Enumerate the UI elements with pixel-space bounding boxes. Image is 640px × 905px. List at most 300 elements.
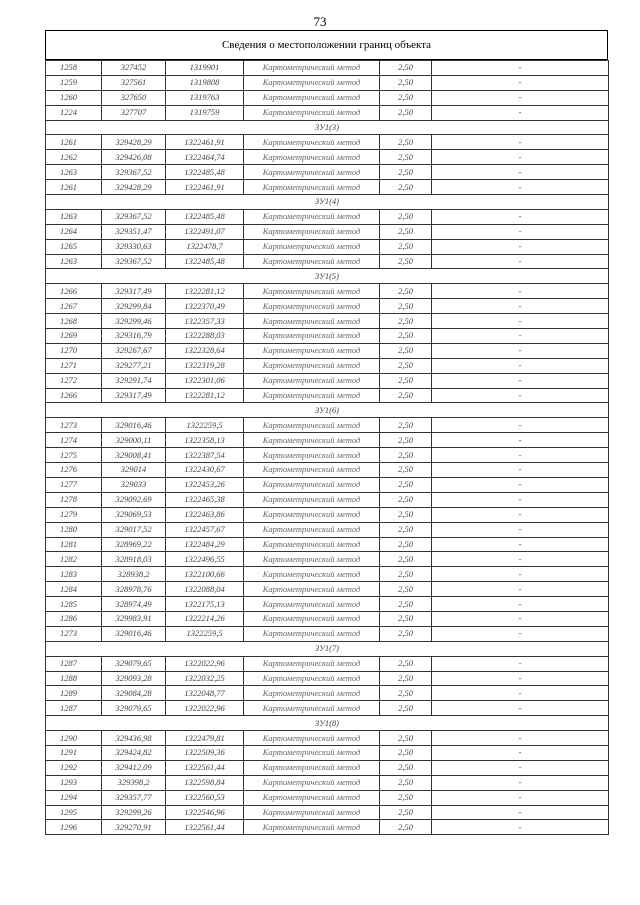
cell-x: 329316,79 bbox=[102, 329, 166, 344]
cell-accuracy: 2,50 bbox=[380, 686, 432, 701]
table-row bbox=[46, 61, 609, 76]
cell-point: 1260 bbox=[46, 90, 102, 105]
cell-point: 1296 bbox=[46, 820, 102, 835]
cell-accuracy: 2,50 bbox=[380, 463, 432, 478]
cell-y: 1319901 bbox=[166, 61, 244, 76]
table-row bbox=[46, 180, 609, 195]
cell-accuracy: 2,50 bbox=[380, 507, 432, 522]
table-row bbox=[46, 239, 609, 254]
cell-point: 1273 bbox=[46, 418, 102, 433]
cell-x: 329014 bbox=[102, 463, 166, 478]
table-row bbox=[46, 760, 609, 775]
cell-note: - bbox=[432, 150, 609, 165]
cell-point: 1264 bbox=[46, 224, 102, 239]
cell-method: Картометрический метод bbox=[244, 299, 380, 314]
cell-point: 1282 bbox=[46, 552, 102, 567]
cell-x: 328938,2 bbox=[102, 567, 166, 582]
table-row bbox=[46, 135, 609, 150]
cell-x: 329033 bbox=[102, 477, 166, 492]
cell-method: Картометрический метод bbox=[244, 254, 380, 269]
cell-point: 1266 bbox=[46, 284, 102, 299]
table-row bbox=[46, 343, 609, 358]
table-row bbox=[46, 775, 609, 790]
cell-method: Картометрический метод bbox=[244, 760, 380, 775]
cell-x: 329367,52 bbox=[102, 165, 166, 180]
section-label: ЗУ1(5) bbox=[46, 269, 609, 284]
cell-point: 1258 bbox=[46, 61, 102, 76]
cell-y: 1322281,12 bbox=[166, 388, 244, 403]
cell-method: Картометрический метод bbox=[244, 448, 380, 463]
cell-accuracy: 2,50 bbox=[380, 284, 432, 299]
cell-accuracy: 2,50 bbox=[380, 820, 432, 835]
cell-point: 1291 bbox=[46, 745, 102, 760]
section-label: ЗУ1(4) bbox=[46, 195, 609, 210]
cell-y: 1322484,29 bbox=[166, 537, 244, 552]
cell-method: Картометрический метод bbox=[244, 537, 380, 552]
cell-point: 1261 bbox=[46, 135, 102, 150]
cell-y: 1322598,84 bbox=[166, 775, 244, 790]
table-row bbox=[46, 433, 609, 448]
cell-x: 329983,91 bbox=[102, 611, 166, 626]
cell-point: 1278 bbox=[46, 492, 102, 507]
table-row bbox=[46, 358, 609, 373]
cell-accuracy: 2,50 bbox=[380, 552, 432, 567]
cell-method: Картометрический метод bbox=[244, 775, 380, 790]
cell-y: 1322561,44 bbox=[166, 820, 244, 835]
cell-method: Картометрический метод bbox=[244, 671, 380, 686]
table-row bbox=[46, 388, 609, 403]
table-row bbox=[46, 597, 609, 612]
cell-note: - bbox=[432, 820, 609, 835]
cell-y: 1322357,33 bbox=[166, 314, 244, 329]
cell-note: - bbox=[432, 388, 609, 403]
table-row bbox=[46, 731, 609, 746]
cell-accuracy: 2,50 bbox=[380, 75, 432, 90]
cell-note: - bbox=[432, 745, 609, 760]
section-header-row bbox=[46, 716, 609, 731]
cell-note: - bbox=[432, 224, 609, 239]
cell-x: 327452 bbox=[102, 61, 166, 76]
cell-method: Картометрический метод bbox=[244, 597, 380, 612]
cell-point: 1285 bbox=[46, 597, 102, 612]
cell-y: 1322358,13 bbox=[166, 433, 244, 448]
cell-method: Картометрический метод bbox=[244, 626, 380, 641]
cell-method: Картометрический метод bbox=[244, 314, 380, 329]
cell-method: Картометрический метод bbox=[244, 686, 380, 701]
table-row bbox=[46, 448, 609, 463]
cell-method: Картометрический метод bbox=[244, 463, 380, 478]
cell-note: - bbox=[432, 61, 609, 76]
cell-accuracy: 2,50 bbox=[380, 537, 432, 552]
cell-accuracy: 2,50 bbox=[380, 105, 432, 120]
cell-note: - bbox=[432, 686, 609, 701]
table-row bbox=[46, 537, 609, 552]
cell-method: Картометрический метод bbox=[244, 701, 380, 716]
cell-x: 329436,98 bbox=[102, 731, 166, 746]
page-number: 73 bbox=[313, 14, 327, 29]
cell-x: 329093,28 bbox=[102, 671, 166, 686]
cell-note: - bbox=[432, 135, 609, 150]
cell-note: - bbox=[432, 507, 609, 522]
table-row bbox=[46, 105, 609, 120]
cell-x: 329079,65 bbox=[102, 701, 166, 716]
cell-accuracy: 2,50 bbox=[380, 388, 432, 403]
cell-note: - bbox=[432, 477, 609, 492]
cell-y: 1322485,48 bbox=[166, 254, 244, 269]
cell-method: Картометрический метод bbox=[244, 105, 380, 120]
cell-note: - bbox=[432, 358, 609, 373]
cell-method: Картометрический метод bbox=[244, 611, 380, 626]
cell-x: 329367,52 bbox=[102, 254, 166, 269]
cell-note: - bbox=[432, 552, 609, 567]
cell-note: - bbox=[432, 582, 609, 597]
cell-note: - bbox=[432, 671, 609, 686]
cell-x: 329351,47 bbox=[102, 224, 166, 239]
table-title: Сведения о местоположении границ объекта bbox=[45, 30, 608, 60]
cell-note: - bbox=[432, 448, 609, 463]
section-header-row bbox=[46, 120, 609, 135]
cell-note: - bbox=[432, 343, 609, 358]
cell-accuracy: 2,50 bbox=[380, 299, 432, 314]
section-header-row bbox=[46, 195, 609, 210]
cell-x: 328978,76 bbox=[102, 582, 166, 597]
cell-y: 1322022,96 bbox=[166, 656, 244, 671]
cell-x: 329299,84 bbox=[102, 299, 166, 314]
table-row bbox=[46, 477, 609, 492]
cell-method: Картометрический метод bbox=[244, 522, 380, 537]
cell-x: 329426,08 bbox=[102, 150, 166, 165]
cell-point: 1261 bbox=[46, 180, 102, 195]
cell-x: 328969,22 bbox=[102, 537, 166, 552]
cell-accuracy: 2,50 bbox=[380, 745, 432, 760]
cell-note: - bbox=[432, 597, 609, 612]
cell-accuracy: 2,50 bbox=[380, 224, 432, 239]
cell-y: 1322453,26 bbox=[166, 477, 244, 492]
cell-point: 1271 bbox=[46, 358, 102, 373]
cell-point: 1290 bbox=[46, 731, 102, 746]
cell-point: 1276 bbox=[46, 463, 102, 478]
cell-y: 1322457,67 bbox=[166, 522, 244, 537]
cell-x: 329424,82 bbox=[102, 745, 166, 760]
cell-point: 1287 bbox=[46, 656, 102, 671]
cell-y: 1319759 bbox=[166, 105, 244, 120]
cell-accuracy: 2,50 bbox=[380, 567, 432, 582]
table-row bbox=[46, 522, 609, 537]
cell-point: 1265 bbox=[46, 239, 102, 254]
cell-note: - bbox=[432, 701, 609, 716]
cell-point: 1267 bbox=[46, 299, 102, 314]
cell-x: 329398,2 bbox=[102, 775, 166, 790]
cell-point: 1268 bbox=[46, 314, 102, 329]
table-row bbox=[46, 611, 609, 626]
cell-x: 329016,46 bbox=[102, 626, 166, 641]
cell-point: 1224 bbox=[46, 105, 102, 120]
cell-y: 1322048,77 bbox=[166, 686, 244, 701]
cell-point: 1289 bbox=[46, 686, 102, 701]
cell-y: 1322301,06 bbox=[166, 373, 244, 388]
table-row bbox=[46, 209, 609, 224]
table-row bbox=[46, 745, 609, 760]
cell-y: 1322032,25 bbox=[166, 671, 244, 686]
cell-point: 1287 bbox=[46, 701, 102, 716]
cell-accuracy: 2,50 bbox=[380, 701, 432, 716]
cell-note: - bbox=[432, 239, 609, 254]
cell-method: Картометрический метод bbox=[244, 209, 380, 224]
cell-accuracy: 2,50 bbox=[380, 448, 432, 463]
table-row bbox=[46, 373, 609, 388]
cell-point: 1284 bbox=[46, 582, 102, 597]
cell-y: 1322491,07 bbox=[166, 224, 244, 239]
section-header-row bbox=[46, 269, 609, 284]
cell-accuracy: 2,50 bbox=[380, 239, 432, 254]
cell-y: 1322461,91 bbox=[166, 135, 244, 150]
cell-accuracy: 2,50 bbox=[380, 775, 432, 790]
cell-accuracy: 2,50 bbox=[380, 790, 432, 805]
cell-y: 1322464,74 bbox=[166, 150, 244, 165]
cell-note: - bbox=[432, 567, 609, 582]
cell-method: Картометрический метод bbox=[244, 433, 380, 448]
cell-method: Картометрический метод bbox=[244, 731, 380, 746]
cell-x: 328974,49 bbox=[102, 597, 166, 612]
cell-x: 329412,09 bbox=[102, 760, 166, 775]
cell-method: Картометрический метод bbox=[244, 61, 380, 76]
cell-note: - bbox=[432, 463, 609, 478]
cell-method: Картометрический метод bbox=[244, 284, 380, 299]
cell-x: 329270,91 bbox=[102, 820, 166, 835]
cell-point: 1286 bbox=[46, 611, 102, 626]
cell-accuracy: 2,50 bbox=[380, 90, 432, 105]
cell-x: 329357,77 bbox=[102, 790, 166, 805]
cell-y: 1322479,81 bbox=[166, 731, 244, 746]
cell-y: 1322175,13 bbox=[166, 597, 244, 612]
cell-y: 1322281,12 bbox=[166, 284, 244, 299]
table-row bbox=[46, 552, 609, 567]
table-row bbox=[46, 582, 609, 597]
cell-note: - bbox=[432, 537, 609, 552]
cell-note: - bbox=[432, 299, 609, 314]
boundary-sheet bbox=[45, 30, 608, 835]
cell-y: 1322430,67 bbox=[166, 463, 244, 478]
cell-method: Картометрический метод bbox=[244, 745, 380, 760]
cell-method: Картометрический метод bbox=[244, 790, 380, 805]
cell-accuracy: 2,50 bbox=[380, 135, 432, 150]
cell-point: 1259 bbox=[46, 75, 102, 90]
cell-note: - bbox=[432, 611, 609, 626]
cell-accuracy: 2,50 bbox=[380, 582, 432, 597]
cell-point: 1263 bbox=[46, 209, 102, 224]
cell-y: 1322485,48 bbox=[166, 209, 244, 224]
cell-x: 327561 bbox=[102, 75, 166, 90]
cell-method: Картометрический метод bbox=[244, 329, 380, 344]
cell-y: 1322259,5 bbox=[166, 626, 244, 641]
cell-point: 1279 bbox=[46, 507, 102, 522]
cell-method: Картометрический метод bbox=[244, 805, 380, 820]
cell-accuracy: 2,50 bbox=[380, 329, 432, 344]
cell-method: Картометрический метод bbox=[244, 358, 380, 373]
cell-x: 329016,46 bbox=[102, 418, 166, 433]
cell-method: Картометрический метод bbox=[244, 567, 380, 582]
table-row bbox=[46, 165, 609, 180]
cell-x: 329291,74 bbox=[102, 373, 166, 388]
cell-method: Картометрический метод bbox=[244, 492, 380, 507]
cell-accuracy: 2,50 bbox=[380, 343, 432, 358]
section-header-row bbox=[46, 403, 609, 418]
cell-method: Картометрический метод bbox=[244, 224, 380, 239]
cell-note: - bbox=[432, 805, 609, 820]
cell-accuracy: 2,50 bbox=[380, 314, 432, 329]
table-row bbox=[46, 150, 609, 165]
cell-x: 329017,52 bbox=[102, 522, 166, 537]
cell-point: 1263 bbox=[46, 165, 102, 180]
table-row bbox=[46, 75, 609, 90]
cell-point: 1273 bbox=[46, 626, 102, 641]
cell-note: - bbox=[432, 492, 609, 507]
cell-note: - bbox=[432, 775, 609, 790]
cell-method: Картометрический метод bbox=[244, 418, 380, 433]
cell-method: Картометрический метод bbox=[244, 373, 380, 388]
cell-accuracy: 2,50 bbox=[380, 492, 432, 507]
cell-x: 329317,49 bbox=[102, 388, 166, 403]
cell-x: 329008,41 bbox=[102, 448, 166, 463]
cell-y: 1319763 bbox=[166, 90, 244, 105]
cell-y: 1319808 bbox=[166, 75, 244, 90]
table-row bbox=[46, 820, 609, 835]
cell-point: 1272 bbox=[46, 373, 102, 388]
cell-point: 1281 bbox=[46, 537, 102, 552]
cell-point: 1275 bbox=[46, 448, 102, 463]
cell-point: 1295 bbox=[46, 805, 102, 820]
table-row bbox=[46, 299, 609, 314]
cell-x: 329428,29 bbox=[102, 180, 166, 195]
cell-method: Картометрический метод bbox=[244, 507, 380, 522]
cell-note: - bbox=[432, 522, 609, 537]
table-row bbox=[46, 671, 609, 686]
cell-point: 1283 bbox=[46, 567, 102, 582]
cell-accuracy: 2,50 bbox=[380, 358, 432, 373]
cell-point: 1270 bbox=[46, 343, 102, 358]
table-row bbox=[46, 90, 609, 105]
cell-method: Картометрический метод bbox=[244, 343, 380, 358]
cell-note: - bbox=[432, 626, 609, 641]
cell-y: 1322463,86 bbox=[166, 507, 244, 522]
cell-point: 1262 bbox=[46, 150, 102, 165]
cell-accuracy: 2,50 bbox=[380, 805, 432, 820]
cell-point: 1288 bbox=[46, 671, 102, 686]
cell-accuracy: 2,50 bbox=[380, 165, 432, 180]
cell-accuracy: 2,50 bbox=[380, 731, 432, 746]
cell-y: 1322328,64 bbox=[166, 343, 244, 358]
table-row bbox=[46, 701, 609, 716]
cell-x: 329092,69 bbox=[102, 492, 166, 507]
section-label: ЗУ1(3) bbox=[46, 120, 609, 135]
cell-method: Картометрический метод bbox=[244, 90, 380, 105]
cell-y: 1322214,26 bbox=[166, 611, 244, 626]
cell-y: 1322461,91 bbox=[166, 180, 244, 195]
cell-method: Картометрический метод bbox=[244, 388, 380, 403]
cell-accuracy: 2,50 bbox=[380, 760, 432, 775]
cell-note: - bbox=[432, 180, 609, 195]
cell-x: 329267,67 bbox=[102, 343, 166, 358]
cell-point: 1293 bbox=[46, 775, 102, 790]
cell-note: - bbox=[432, 284, 609, 299]
cell-x: 329317,49 bbox=[102, 284, 166, 299]
cell-note: - bbox=[432, 418, 609, 433]
cell-note: - bbox=[432, 760, 609, 775]
cell-accuracy: 2,50 bbox=[380, 209, 432, 224]
cell-point: 1294 bbox=[46, 790, 102, 805]
cell-y: 1322485,48 bbox=[166, 165, 244, 180]
cell-x: 327707 bbox=[102, 105, 166, 120]
cell-x: 329428,29 bbox=[102, 135, 166, 150]
cell-accuracy: 2,50 bbox=[380, 433, 432, 448]
cell-accuracy: 2,50 bbox=[380, 477, 432, 492]
cell-x: 329079,65 bbox=[102, 656, 166, 671]
cell-accuracy: 2,50 bbox=[380, 656, 432, 671]
table-row bbox=[46, 329, 609, 344]
cell-note: - bbox=[432, 105, 609, 120]
cell-accuracy: 2,50 bbox=[380, 61, 432, 76]
table-row bbox=[46, 492, 609, 507]
coordinates-table bbox=[45, 60, 609, 835]
cell-x: 329299,46 bbox=[102, 314, 166, 329]
cell-point: 1280 bbox=[46, 522, 102, 537]
table-row bbox=[46, 284, 609, 299]
cell-y: 1322465,38 bbox=[166, 492, 244, 507]
cell-y: 1322022,96 bbox=[166, 701, 244, 716]
table-row bbox=[46, 686, 609, 701]
cell-y: 1322496,55 bbox=[166, 552, 244, 567]
table-row bbox=[46, 254, 609, 269]
cell-accuracy: 2,50 bbox=[380, 611, 432, 626]
cell-x: 328918,03 bbox=[102, 552, 166, 567]
cell-method: Картометрический метод bbox=[244, 150, 380, 165]
cell-note: - bbox=[432, 656, 609, 671]
cell-method: Картометрический метод bbox=[244, 656, 380, 671]
cell-method: Картометрический метод bbox=[244, 180, 380, 195]
cell-y: 1322100,66 bbox=[166, 567, 244, 582]
cell-x: 329330,63 bbox=[102, 239, 166, 254]
cell-note: - bbox=[432, 329, 609, 344]
cell-method: Картометрический метод bbox=[244, 239, 380, 254]
cell-y: 1322560,53 bbox=[166, 790, 244, 805]
cell-x: 329299,26 bbox=[102, 805, 166, 820]
cell-y: 1322478,7 bbox=[166, 239, 244, 254]
cell-method: Картометрический метод bbox=[244, 477, 380, 492]
cell-method: Картометрический метод bbox=[244, 135, 380, 150]
cell-point: 1263 bbox=[46, 254, 102, 269]
cell-accuracy: 2,50 bbox=[380, 671, 432, 686]
cell-x: 329069,53 bbox=[102, 507, 166, 522]
cell-note: - bbox=[432, 90, 609, 105]
cell-note: - bbox=[432, 209, 609, 224]
table-row bbox=[46, 314, 609, 329]
cell-note: - bbox=[432, 75, 609, 90]
cell-x: 329277,21 bbox=[102, 358, 166, 373]
table-row bbox=[46, 463, 609, 478]
cell-y: 1322370,49 bbox=[166, 299, 244, 314]
cell-method: Картометрический метод bbox=[244, 552, 380, 567]
cell-y: 1322546,96 bbox=[166, 805, 244, 820]
cell-note: - bbox=[432, 314, 609, 329]
cell-y: 1322319,28 bbox=[166, 358, 244, 373]
cell-y: 1322259,5 bbox=[166, 418, 244, 433]
cell-accuracy: 2,50 bbox=[380, 373, 432, 388]
cell-method: Картометрический метод bbox=[244, 165, 380, 180]
cell-method: Картометрический метод bbox=[244, 75, 380, 90]
cell-accuracy: 2,50 bbox=[380, 254, 432, 269]
cell-note: - bbox=[432, 373, 609, 388]
cell-note: - bbox=[432, 165, 609, 180]
